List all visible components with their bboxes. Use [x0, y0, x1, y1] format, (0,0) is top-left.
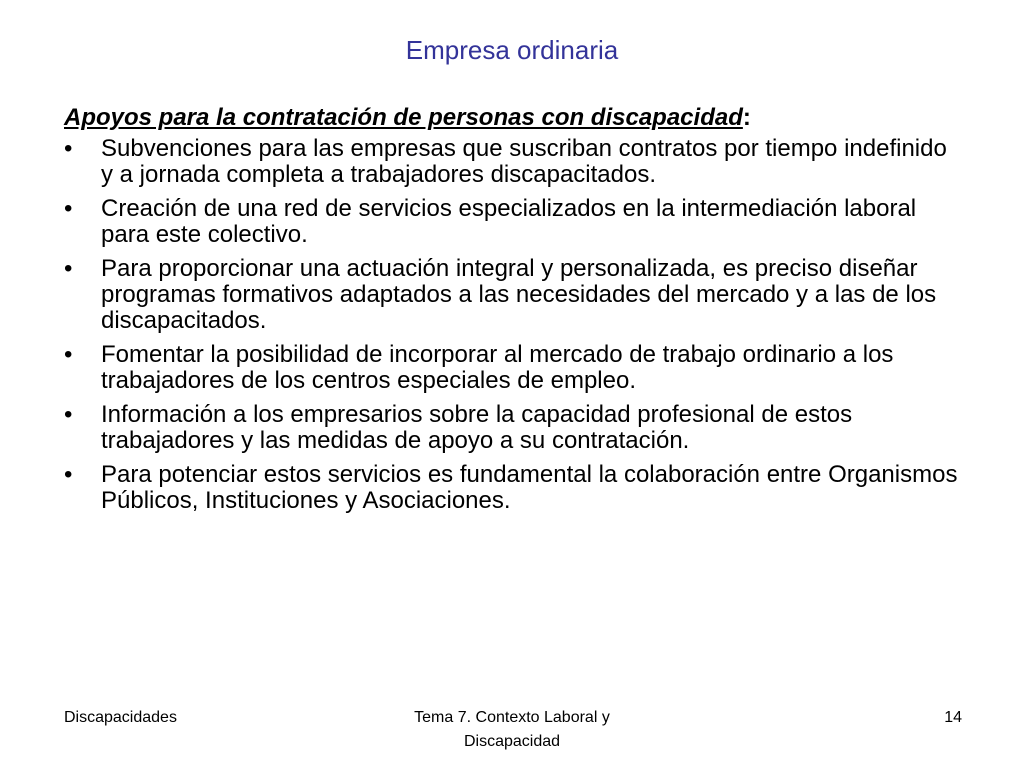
- list-item-text: Subvenciones para las empresas que suscriban contratos por tiempo indefinido y a jornada completa a trabajadores discapacitados.: [101, 135, 947, 188]
- footer-center-line1: Tema 7. Contexto Laboral y: [414, 709, 610, 726]
- list-item-text: Información a los empresarios sobre la capacidad profesional de estos trabajadores y las medidas de apoyo a su contratación.: [101, 401, 853, 454]
- bullet-list: [64, 136, 964, 514]
- list-item-text: Creación de una red de servicios especializados en la intermediación laboral para este colectivo.: [101, 195, 917, 248]
- list-item: [64, 136, 964, 188]
- bullet-icon: •: [64, 255, 73, 282]
- slide-title: Empresa ordinaria: [405, 35, 619, 65]
- slide-content: [64, 103, 964, 522]
- list-item-text: Para potenciar estos servicios es fundamental la colaboración entre Organismos Públicos, Instituciones y Asociaciones.: [101, 461, 958, 514]
- bullet-icon: •: [64, 341, 73, 368]
- list-item-text: Para proporcionar una actuación integral y personalizada, es preciso diseñar programas formativos adaptados a las necesidades del mercado y a las de los discapacitados.: [101, 255, 937, 334]
- section-heading-text: Apoyos para la contratación de personas con discapacidad: [64, 104, 743, 131]
- list-item: [64, 462, 964, 514]
- list-item: [64, 342, 964, 394]
- list-item: [64, 196, 964, 248]
- footer-center-text: [362, 706, 662, 754]
- section-heading-colon: :: [742, 104, 751, 131]
- page-number: 14: [944, 709, 962, 726]
- bullet-icon: •: [64, 135, 73, 162]
- bullet-icon: •: [64, 195, 73, 222]
- bullet-icon: •: [64, 461, 73, 488]
- list-item-text: Fomentar la posibilidad de incorporar al mercado de trabajo ordinario a los trabajadores de los centros especiales de empleo.: [101, 341, 894, 394]
- bullet-icon: •: [64, 401, 73, 428]
- footer-left-text: Discapacidades: [64, 709, 177, 726]
- footer-center-line2: Discapacidad: [463, 733, 561, 750]
- section-heading: [64, 103, 964, 133]
- list-item: [64, 256, 964, 334]
- list-item: [64, 402, 964, 454]
